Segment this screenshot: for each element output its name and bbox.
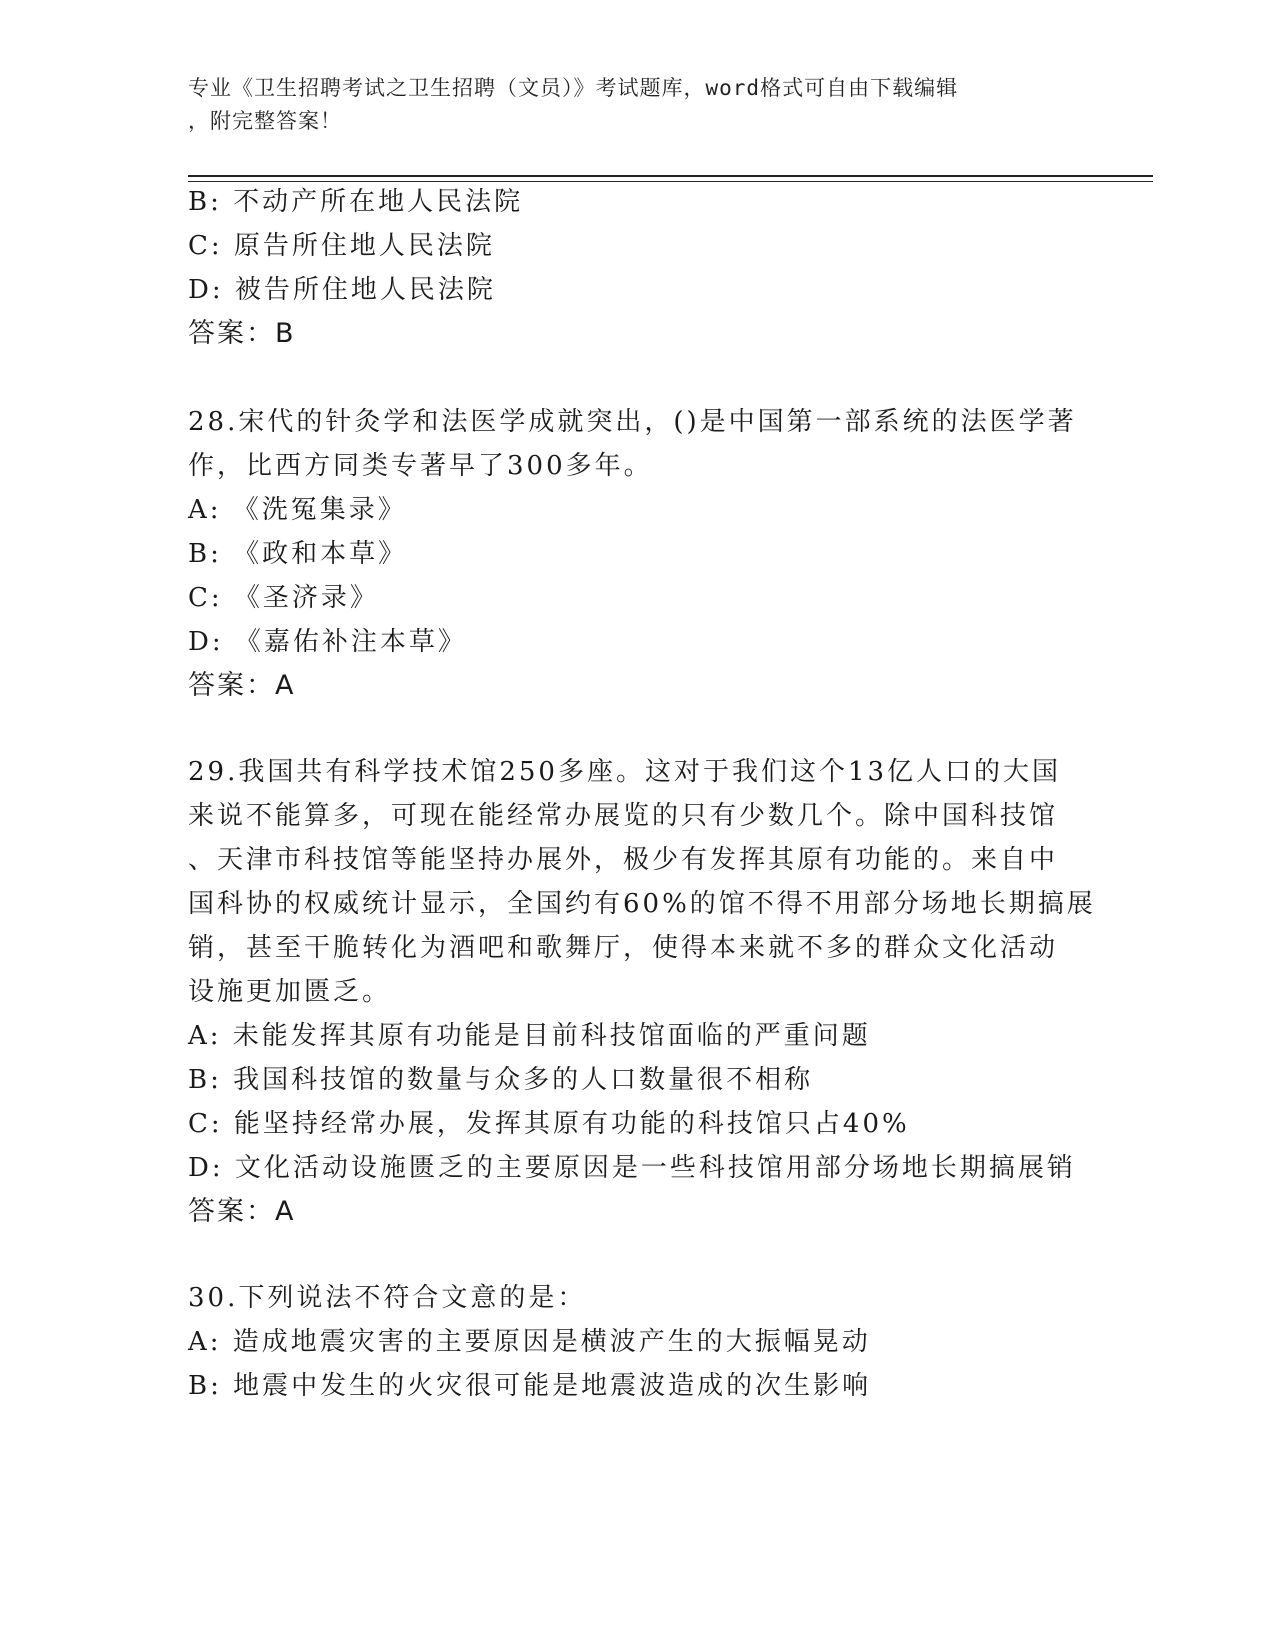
q29-option-a: A: 未能发挥其原有功能是目前科技馆面临的严重问题 [188, 1021, 871, 1051]
q29-option-c: C: 能坚持经常办展，发挥其原有功能的科技馆只占40% [188, 1109, 910, 1139]
q28-option-d: D: 《嘉佑补注本草》 [188, 627, 467, 657]
q27-option-d: D: 被告所住地人民法院 [188, 275, 496, 305]
q29-stem-line-3: 、天津市科技馆等能坚持办展外，极少有发挥其原有功能的。来自中 [188, 845, 1059, 875]
q27-option-c: C: 原告所住地人民法院 [188, 231, 495, 261]
header-divider-thick [188, 175, 1153, 177]
q28-stem-line-2: 作，比西方同类专著早了300多年。 [188, 451, 653, 481]
q30-option-a: A: 造成地震灾害的主要原因是横波产生的大振幅晃动 [188, 1327, 871, 1357]
header-line-2: ，附完整答案！ [188, 109, 342, 133]
q30-stem-line-1: 30.下列说法不符合文意的是： [188, 1283, 587, 1313]
q29-option-d: D: 文化活动设施匮乏的主要原因是一些科技馆用部分场地长期搞展销 [188, 1153, 1076, 1183]
q28-stem-line-1: 28.宋代的针灸学和法医学成就突出，()是中国第一部系统的法医学著 [188, 407, 1077, 437]
q29-option-b: B: 我国科技馆的数量与众多的人口数量很不相称 [188, 1065, 814, 1095]
q29-stem-line-4: 国科协的权威统计显示，全国约有60%的馆不得不用部分场地长期搞展 [188, 889, 1096, 919]
header-line-1: 专业《卫生招聘考试之卫生招聘（文员）》考试题库，word格式可自由下载编辑 [188, 76, 959, 100]
q30-option-b: B: 地震中发生的火灾很可能是地震波造成的次生影响 [188, 1371, 872, 1401]
q29-answer: 答案：A [188, 1196, 296, 1227]
q29-stem-line-6: 设施更加匮乏。 [188, 977, 392, 1007]
q27-answer: 答案：B [188, 318, 296, 349]
q27-option-b: B: 不动产所在地人民法院 [188, 187, 524, 217]
q28-option-a: A: 《洗冤集录》 [188, 495, 407, 525]
q28-option-b: B: 《政和本草》 [188, 539, 408, 569]
q28-answer: 答案：A [188, 670, 296, 701]
q28-option-c: C: 《圣济录》 [188, 583, 379, 613]
q29-stem-line-5: 销，甚至干脆转化为酒吧和歌舞厅，使得本来就不多的群众文化活动 [188, 933, 1059, 963]
page-header [188, 72, 1068, 138]
q29-stem-line-1: 29.我国共有科学技术馆250多座。这对于我们这个13亿人口的大国 [188, 757, 1062, 787]
q29-stem-line-2: 来说不能算多，可现在能经常办展览的只有少数几个。除中国科技馆 [188, 801, 1059, 831]
